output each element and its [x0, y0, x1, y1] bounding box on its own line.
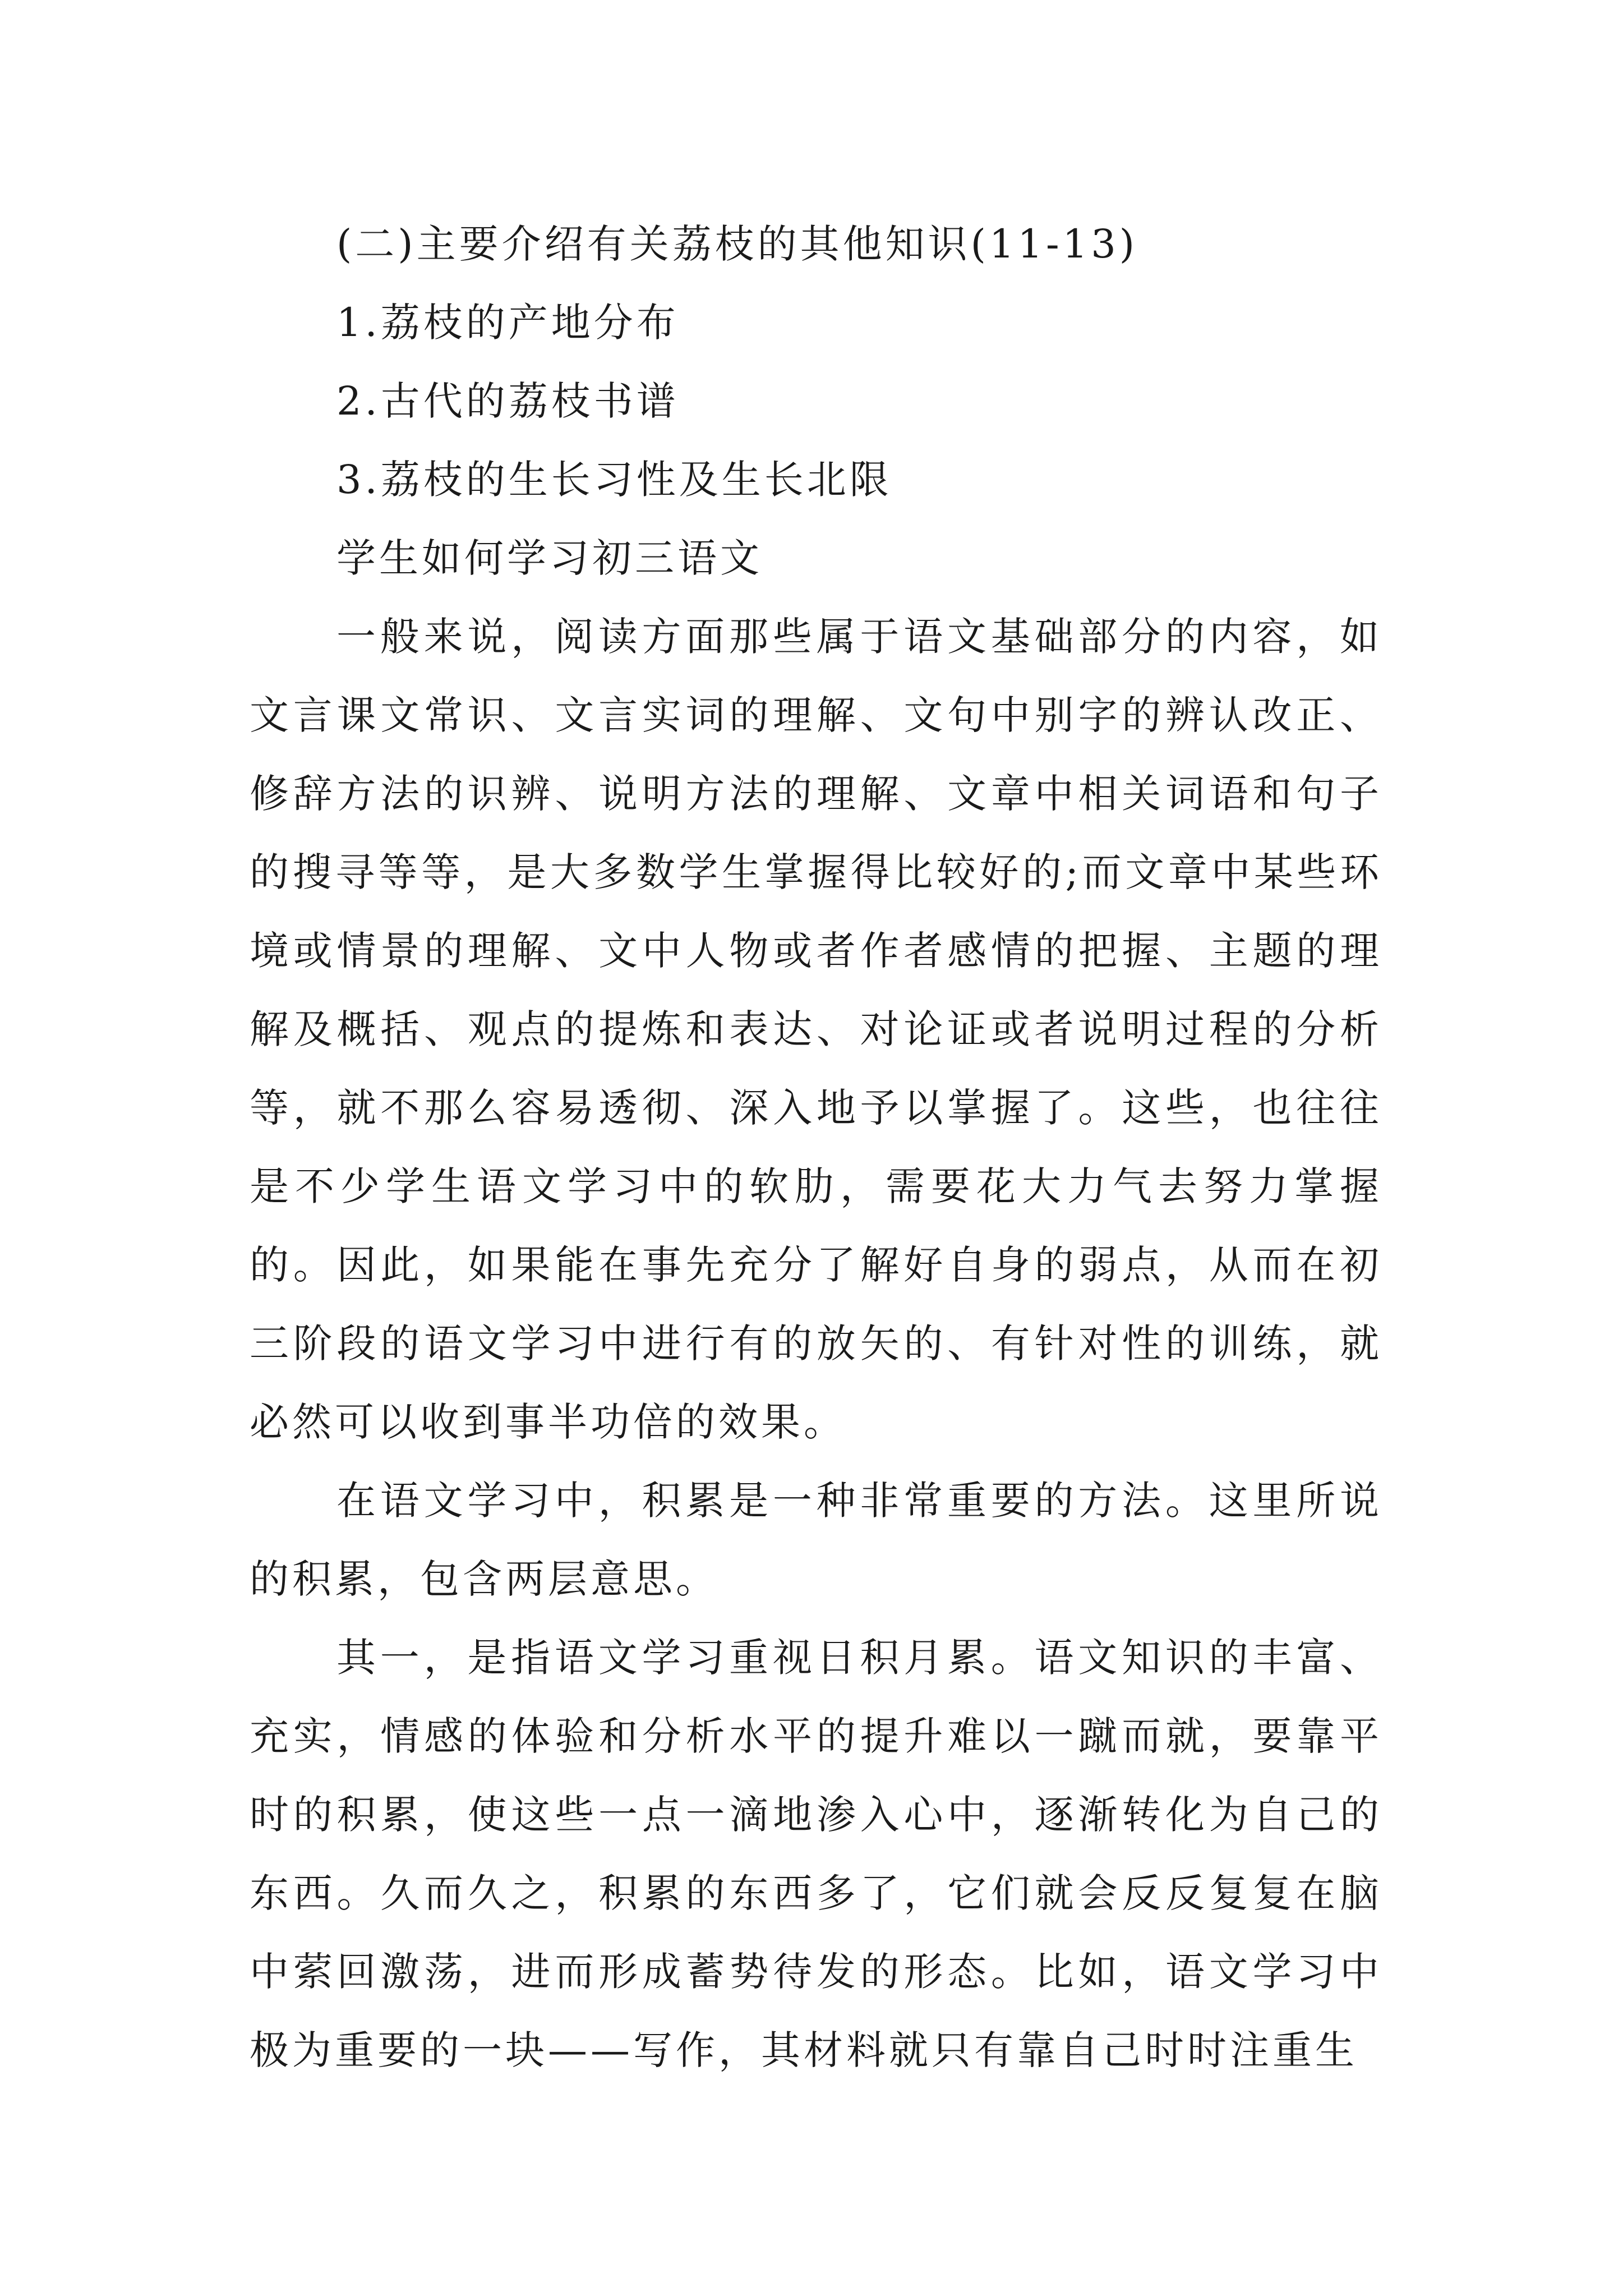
outline-item: 3.荔枝的生长习性及生长北限 — [336, 457, 892, 503]
outline-item: 1.荔枝的产地分布 — [336, 300, 679, 346]
paragraph: 一般来说，阅读方面那些属于语文基础部分的内容，如文言课文常识、文言实词的理解、文句中别字的辨认改正、修辞方法的识辨、说明方法的理解、文章中相关词语和句子的搜寻等等，是大多数学生掌握得比较好的;而文章中某些环境或情景的理解、文中人物或者作者感情的把握、主题的理解及概括、观点的提炼和表达、对论证或者说明过程的分析等，就不那么容易透彻、深入地予以掌握了。这些，也往往是不少学生语文学习中的软肋，需要花大力气去努力掌握的。因此，如果能在事先充分了解好自身的弱点，从而在初三阶段的语文学习中进行有的放矢的、有针对性的训练，就必然可以收到事半功倍的效果。 — [250, 614, 1382, 1445]
document-body — [250, 205, 1382, 2090]
outline-item: 2.古代的荔枝书谱 — [336, 378, 679, 424]
article-title: 学生如何学习初三语文 — [336, 535, 763, 581]
outline-heading: (二)主要介绍有关荔枝的其他知识(11-13) — [336, 221, 1138, 267]
paragraph: 在语文学习中，积累是一种非常重要的方法。这里所说的积累，包含两层意思。 — [250, 1478, 1382, 1602]
paragraph: 其一，是指语文学习重视日积月累。语文知识的丰富、充实，情感的体验和分析水平的提升难以一蹴而就，要靠平时的积累，使这些一点一滴地渗入心中，逐渐转化为自己的东西。久而久之，积累的东西多了，它们就会反反复复在脑中萦回激荡，进而形成蓄势待发的形态。比如，语文学习中极为重要的一块——写作，其材料就只有靠自己时时注重生 — [250, 1635, 1382, 2073]
